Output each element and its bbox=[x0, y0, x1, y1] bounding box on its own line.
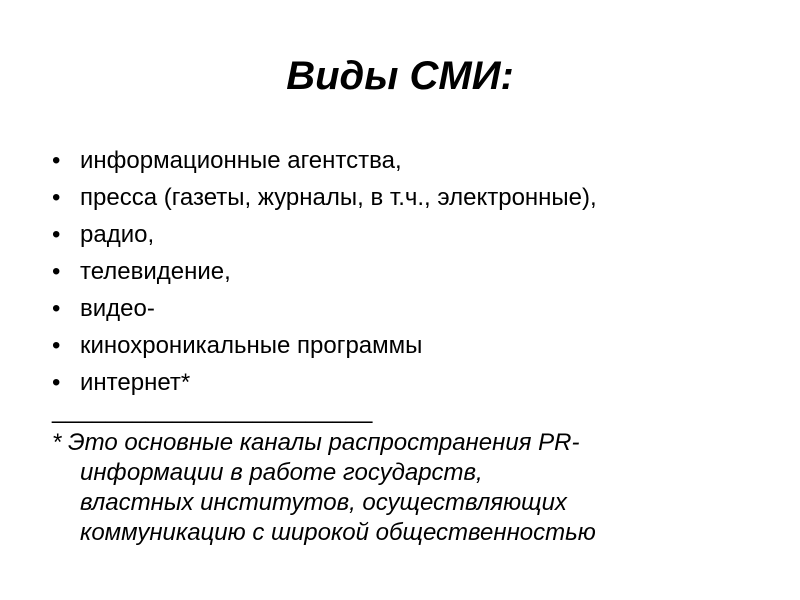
bullet-icon: • bbox=[52, 184, 61, 211]
footnote-line: властных институтов, осуществляющих bbox=[80, 489, 567, 516]
list-item bbox=[52, 290, 597, 327]
footnote-line: коммуникацию с широкой общественностью bbox=[80, 519, 596, 546]
bullet-icon: • bbox=[52, 258, 61, 285]
bullet-icon: • bbox=[52, 332, 61, 359]
list-item bbox=[52, 327, 597, 364]
list-item-text: интернет* bbox=[80, 369, 191, 396]
bullet-icon: • bbox=[52, 369, 61, 396]
footnote-separator: ________________________ bbox=[52, 397, 373, 424]
bullet-icon: • bbox=[52, 295, 61, 322]
list-item bbox=[52, 253, 597, 290]
list-item-text: информационные агентства, bbox=[80, 147, 402, 174]
list-item-text: кинохроникальные программы bbox=[80, 332, 423, 359]
slide-title: Виды СМИ: bbox=[286, 54, 514, 98]
list-item bbox=[52, 142, 597, 179]
list-item-text: пресса (газеты, журналы, в т.ч., электронные), bbox=[80, 184, 597, 211]
list-item-text: телевидение, bbox=[80, 258, 231, 285]
footnote-line: информации в работе государств, bbox=[80, 459, 483, 486]
footnote bbox=[52, 428, 782, 548]
bullet-icon: • bbox=[52, 221, 61, 248]
list-item-text: радио, bbox=[80, 221, 155, 248]
list-item bbox=[52, 179, 597, 216]
list-item bbox=[52, 216, 597, 253]
list-item-text: видео- bbox=[80, 295, 155, 322]
footnote-line: * Это основные каналы распространения PR- bbox=[52, 429, 580, 456]
media-types-list bbox=[52, 142, 597, 401]
bullet-icon: • bbox=[52, 147, 61, 174]
